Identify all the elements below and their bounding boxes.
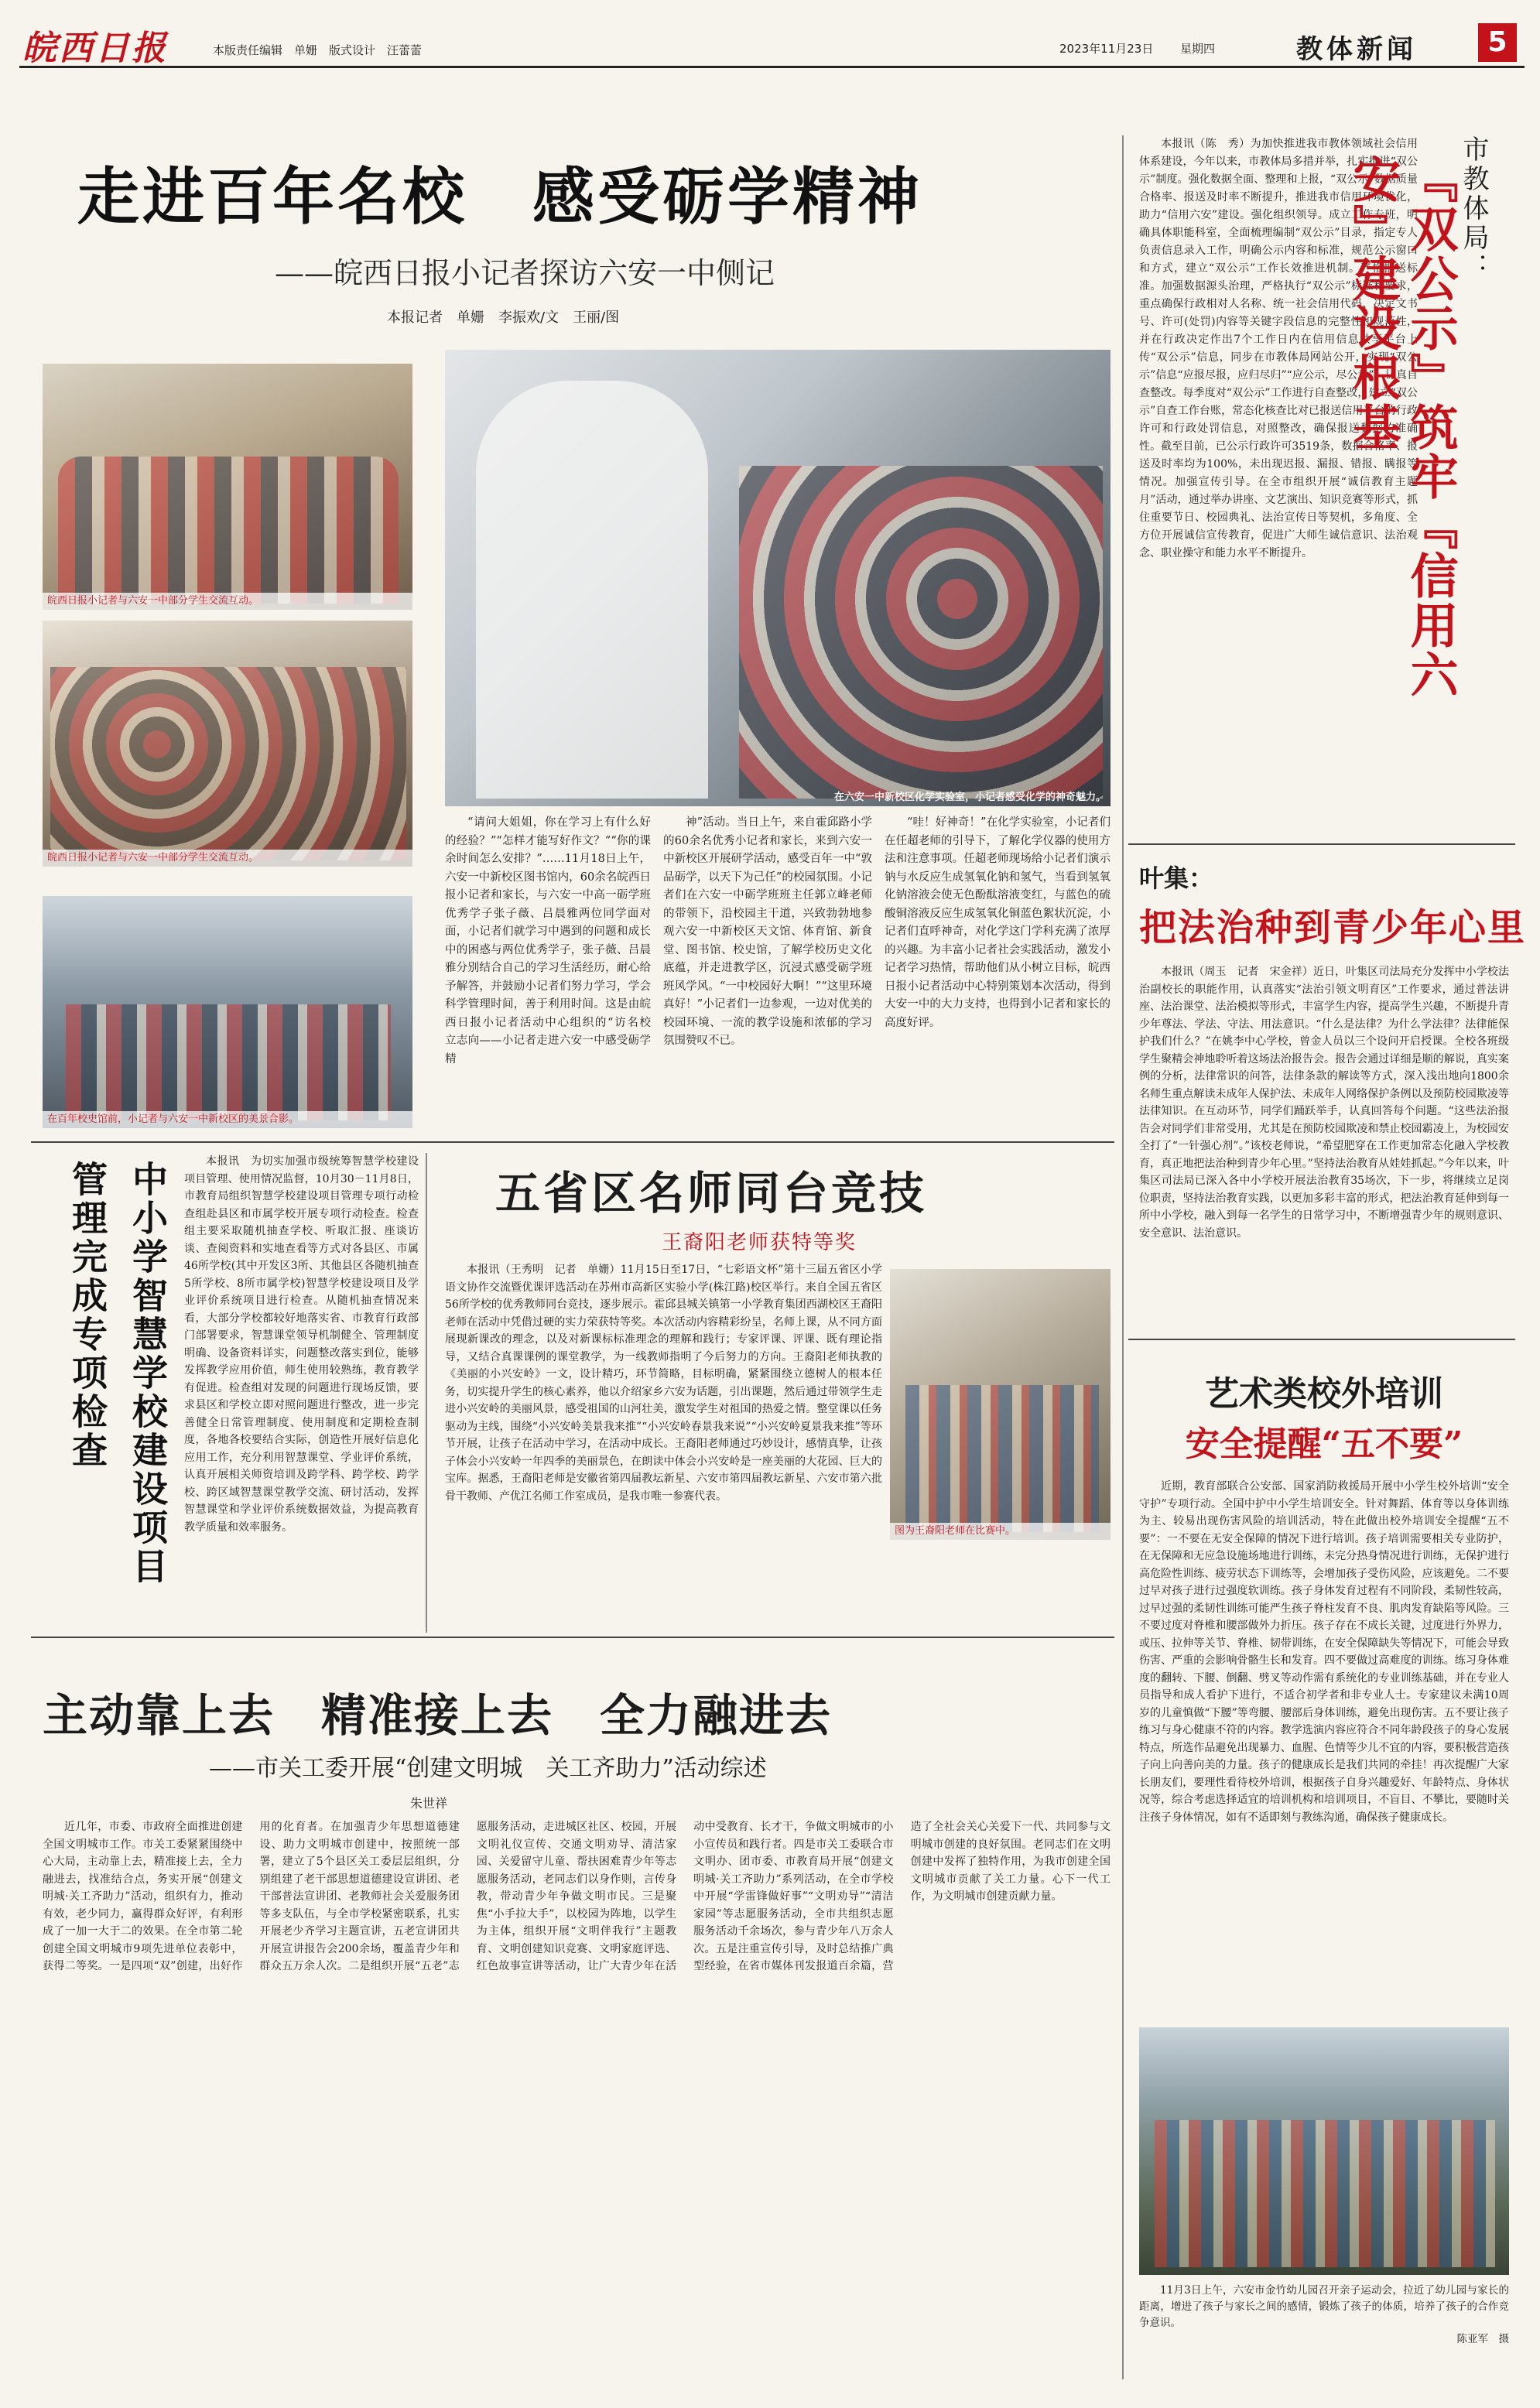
lead-column-1: “请问大姐姐，你在学习上有什么好的经验？”“怎样才能写好作文？”“你的课余时间怎么安排？”……11月18日上午，六安一中新校区图书馆内，60余名皖西日报小记者和家长，与六安一中高一砺学班优秀学子张子薇、吕晨雅两位同学面对面，小记者们就学习中遇到的问题和成长中的困惑与两位优秀学子，张子薇、吕晨雅分别结合自己的学习生活经历，耐心给予解答，并鼓励小记者们努力学习，学会科学管理时间，善于利用时间。这是由皖西日报小记者活动中心组织的“访名校 立志向——小记者走进六安一中感受砺学精 bbox=[445, 816, 662, 1065]
divider bbox=[426, 1153, 427, 1633]
divider bbox=[31, 1141, 1114, 1143]
art-headline-line2: 安全提醒“五不要” bbox=[1185, 1425, 1463, 1464]
civ-subtitle: ——市关工委开展“创建文明城 关工齐助力”活动综述 bbox=[209, 1755, 767, 1782]
photo-caption: 图为王裔阳老师在比赛中。 bbox=[890, 1523, 1111, 1540]
credit-headline: 『双公示』筑牢『信用六安』建设根基 bbox=[1345, 155, 1459, 699]
law-article-body: 本报讯（周玉 记者 宋金祥）近日，叶集区司法局充分发挥中小学校法治副校长的职能作用，认真落实“法治引领文明育区”工作要求，通过普法讲座、法治课堂、法治模拟等形式，丰富学生内容，提高学生兴趣，不断提升青少年尊法、学法、守法、用法意识。“什么是法律？为什么学法律？法律能保护我们什么？”在姚李中心学校，曾金人员以三个设问开启授课。全校各班级学生聚精会神地聆听着这场法治报告会。报告会通过详细是顺的解说，真实案例的分析，法律常识的问答，法律条款的解读等方式，深入浅出地向1800余名师生重点解读未成年人保护法、未成年人网络保护条例以及预防校园欺凌等法律知识。在互动环节，同学们踊跃举手，认真回答每个问题。“这些法治报告会对同学们非常受用，尤其是在预防校园欺凌和禁止校园霸凌上，为校园安全打了“一针强心剂”。”该校老师说，“希望肥穿在工作更加常态化融入学校教育，真正地把法治种到青少年心里。”坚持法治教育从娃娃抓起。”今年以来，叶集区司法局已深入各中小学校开展法治教育35场次，下一步，将继续立足岗位职责，坚持法治教育实践，以更加多彩丰富的形式，把法治教育延伸到每一所中小学校，融入到每一名学生的日常学习中，不断增强青少年的规则意识、安全意识、法治意识。 bbox=[1139, 966, 1509, 1240]
law-kicker: 叶集： bbox=[1139, 864, 1214, 893]
photo-history-hall bbox=[43, 896, 412, 1128]
photo-credit: 陈亚军 摄 bbox=[1456, 2333, 1509, 2345]
masthead bbox=[19, 15, 1525, 68]
lead-column-3: “哇！好神奇！”在化学实验室，小记者们在任超老师的引导下，了解化学仪器的使用方法和注意事项。任超老师现场给小记者们演示钠与水反应生成氢氧化钠和氢气，当看到氢氧化钠溶液会使无色酚酞溶液变红，与蓝色的硫酸铜溶液反应生成氢氧化铜蓝色絮状沉淀，小记者们直呼神奇，对化学这门学科充满了浓厚的兴趣。为丰富小记者社会实践活动，激发小记者学习热情，帮助他们从小树立目标，皖西日报小记者活动中心特别策划本次活动，得到大安一中的大力支持，也得到小记者和家长的高度好评。 bbox=[885, 816, 1111, 1029]
photo-caption: 在六安一中新校区化学实验室，小记者感受化学的神奇魅力。 bbox=[833, 792, 1106, 803]
check-headline: 中小学智慧学校建设项目管理完成专项检查 bbox=[67, 1161, 169, 1586]
page-editors: 本版责任编辑 单姗 版式设计 汪蕾蕾 bbox=[213, 43, 423, 57]
divider bbox=[1128, 843, 1515, 845]
issue-weekday: 星期四 bbox=[1180, 42, 1216, 56]
teachers-headline: 五省区名师同台竞技 bbox=[495, 1167, 928, 1219]
lead-column-2: 神”活动。当日上午，来自霍邱路小学的60余名优秀小记者和家长，来到六安一中新校区开展研学活动，感受百年一中“敦品砺学，以天下为己任”的校园氛围。小记者们在六安一中砺学班班主任郭立峰老师的带领下，沿校园主干道，兴致勃勃地参观六安一中新校区天文馆、体育馆、新食堂、图书馆、校史馆，了解学校历史文化底蕴，并走进教学区，沉浸式感受砺学班班风学风。“一中校园好大啊！”“这里环境真好！”小记者们一边参观，一边对优美的校园环境、一流的教学设施和浓郁的学习氛围赞叹不已。 bbox=[663, 816, 872, 1047]
teachers-subtitle: 王裔阳老师获特等奖 bbox=[662, 1231, 857, 1254]
photo-kindergarten-sports bbox=[1139, 2027, 1509, 2275]
art-headline-line1: 艺术类校外培训 bbox=[1205, 1374, 1443, 1414]
civ-byline: 朱世祥 bbox=[410, 1796, 448, 1811]
section-name: 教体新闻 bbox=[1296, 34, 1417, 65]
lead-byline: 本报记者 单姗 李振欢/文 王丽/图 bbox=[387, 310, 620, 326]
photo-students-group bbox=[43, 621, 412, 867]
divider bbox=[1122, 135, 1124, 2379]
teachers-article-body: 本报讯（王秀明 记者 单姗）11月15日至17日，“七彩语文杯”第十三届五省区小学语文协作交流暨优课评选活动在苏州市高新区实验小学(株江路)校区举行。来自全国五省区56所学校的优秀教师同台竞技，逐步展示。霍邱县城关镇第一小学教育集团西湖校区王裔阳老师在活动中凭借过硬的实力荣获特等奖。本次活动内容精彩纷呈，名师上课，从不同方面展现新课改的理念，以及对新课标标准理念的理解和践行；专家评课、评课、既有理论指导，又结合真课课例的课堂教学，为一线教师指明了今后努力的方向。王裔阳老师执教的《美丽的小兴安岭》一文，设计精巧，环节简略，目标明确，紧紧围绕立德树人的根本任务，切实提升学生的核心素养，他以介绍家乡六安为话题，引出课题，然后通过带领学生走进小兴安岭的美丽风景，感受祖国的山河壮美，激发学生对祖国的热爱之情。整堂课以任务驱动为主线，围绕“小兴安岭美景我来推”“小兴安岭春景我来说”“小兴安岭夏景我来推”等环节开展，让孩子在活动中学习，在活动中成长。王裔阳老师通过巧妙设计，感情真挚，让孩子体会小兴安岭一年四季的美丽景色，在朗读中体会小兴安岭是一座美丽的大花园、巨大的宝库。据悉，王裔阳老师是安徽省第四届教坛新星、六安市第四届教坛新星、六安市第六批骨干教师、产优江名师工作室成员，是我市唯一参赛代表。 bbox=[445, 1264, 882, 1503]
page-number-badge: 5 bbox=[1478, 23, 1517, 62]
lead-title: 走进百年名校 感受砺学精神 bbox=[77, 160, 922, 233]
credit-kicker: 市教体局： bbox=[1458, 135, 1489, 282]
photo-interview bbox=[43, 364, 412, 610]
divider bbox=[1128, 1339, 1515, 1340]
photo-chemistry-lab bbox=[445, 350, 1111, 806]
law-headline: 把法治种到青少年心里 bbox=[1139, 906, 1527, 949]
check-article-body: 本报讯 为切实加强市级统筹智慧学校建设项目管理、使用情况监督，10月30－11月8日，市教育局组织智慧学校建设项目管理专项行动检查组赴县区和市属学校开展专项行动检查。检查组主要采取随机抽查学校、听取汇报、座谈访谈、查阅资料和实地查看等方式对各县区、市属46所学校(其中开发区3所、其他县区各随机抽查5所学校、8所市属学校)智慧学校建设项目及学业评价系统项目进行检查。从随机抽查情况来看，大部分学校都较好地落实省、市教育行政部门部署要求，智慧课堂领导机制健全、管理制度明确、设备资料详实，问题整改落实到位，能够发挥教学应用价值，师生使用较熟练，教育教学有促进。检查组对发现的问题进行现场反馈，要求县区和学校立即对照问题进行整改，进一步完善健全日常管理制度、使用制度和定期检查制度，各地各校要结合实际，创造性开展好信息化应用工作，充分利用智慧课堂、学业评价系统，认真开展相关师资培训及跨学科、跨学校、跨学校、跨区域智慧课堂教学交流、研讨活动，发挥智慧课堂和学业评价系统数据效益，为提高教育教学质量和效率服务。 bbox=[184, 1155, 419, 1534]
art-article-body: 近期，教育部联合公安部、国家消防救援局开展中小学生校外培训“安全守护”专项行动。全国中护中小学生培训安全。针对舞蹈、体育等以身体训练为主、较易出现伤害风险的培训活动，特在此做出校外培训安全提醒“五不要”：一不要在无安全保障的情况下进行培训。孩子培训需要相关专业防护，在无保障和无应急设施场地进行训练，未完分热身情况进行训练，无保护进行高危险性训练、疲劳状态下训练等，会增加孩子受伤风险，应该避免。二不要过早对孩子进行过强度软训练。孩子身体发育过程有不同阶段，柔韧性较高，过早过强的柔韧性训练可能严生孩子脊柱发育不良、肌肉发育缺陷等风险。三不要过度对脊椎和腰部做外力折压。孩子存在不成长关键，过度进行外界力，或压、拉伸等关节、脊椎、韧带训练，在安全保障缺失等情况下，可能会导致伤害、严重的会影响骨骼生长和发育。四不要做过高难度的训练。练习身体难度的翻转、下腰、倒翻、劈叉等动作需有系统化的专业训练基础，并在专业人员指导和成人看护下进行，不适合初学者和非专业人士。专家建议未满10周岁的儿童慎做“下腰”等弯腰、腰部后身体训练，避免出现伤害。五不要让孩子练习与身心健康不符的内容。教学选演内容应符合不同年龄段孩子的身心发展特点，所选作品避免出现暴力、血腥、色情等少儿不宜的内容，要积极营造孩子向上向善向美的力量。孩子的健康成长是我们共同的牵挂！再次提醒广大家长朋友们，要理性看待校外培训，根据孩子自身兴趣爱好、年龄特点、身体状况等，综合考虑选择适宜的培训机构和培训项目，不盲目、不攀比，要随时关注孩子身体情况，如有不适即刻与教练沟通，确保孩子健康成长。 bbox=[1139, 1480, 1509, 1824]
lead-subtitle: ——皖西日报小记者探访六安一中侧记 bbox=[275, 256, 775, 290]
issue-date: 2023年11月23日 bbox=[1059, 42, 1154, 56]
photo-caption: 皖西日报小记者与六安一中部分学生交流互动。 bbox=[43, 850, 412, 867]
kindergarten-caption: 11月3日上午，六安市金竹幼儿园召开亲子运动会，拉近了幼儿园与家长的距离，增进了孩子与家长之间的感情，锻炼了孩子的体质，培养了孩子的合作竞争意识。 陈亚军 摄 bbox=[1139, 2283, 1509, 2376]
photo-teacher-competition bbox=[890, 1269, 1111, 1540]
civ-article-body: 近几年，市委、市政府全面推进创建全国文明城市工作。市关工委紧紧围绕中心大局，主动靠上去，精准接上去，全力融进去，找准结合点，务实开展“创建文明城·关工齐助力”活动，组织有力，推动有效，老少同力，赢得群众好评，有利形成了一加一大于二的效果。在全市第二轮创建全国文明城市9项先进单位表彰中，获得二等奖。一是四项“双”创建，出好作用的化育者。在加强青少年思想道德建设、助力文明城市创建中，按照统一部署，建立了5个县区关工委层层组织，分别组建了老干部思想道德建设宣讲团、老干部普法宣讲团、老教师社会关爱服务团等多支队伍，与全市学校紧密联系，扎实开展老少齐学习主题宣讲，五老宣讲团共开展宣讲报告会200余场，覆盖青少年和群众五万余人次。二是组织开展“五老”志愿服务活动，走进城区社区、校园，开展文明礼仪宣传、交通文明劝导、清洁家园、关爱留守儿童、帮扶困难青少年等志愿服务活动，老同志们以身作则，言传身教，带动青少年争做文明市民。三是聚焦“小手拉大手”，以校园为阵地，以学生为主体，组织开展“文明伴我行”主题教育、文明创建知识竞赛、文明家庭评选、红色故事宣讲等活动，让广大青少年在活动中受教育、长才干，争做文明城市的小小宣传员和践行者。四是市关工委联合市文明办、团市委、市教育局开展“创建文明城·关工齐助力”系列活动，在全市学校中开展“学雷锋做好事”“文明劝导”“清洁家园”等志愿服务活动，全市共组织志愿服务活动千余场次，参与青少年八万余人次。五是注重宣传引导，及时总结推广典型经验，在省市媒体刊发报道百余篇，营造了全社会关心关爱下一代、共同参与文明城市创建的良好氛围。老同志们在文明创建中发挥了独特作用，为我市创建全国文明城市贡献了关工力量。心下一代工作，为文明城市创建贡献力量。 bbox=[43, 1821, 1111, 1972]
photo-caption: 皖西日报小记者与六安一中部分学生交流互动。 bbox=[43, 593, 412, 610]
photo-caption: 在百年校史馆前，小记者与六安一中新校区的美景合影。 bbox=[43, 1111, 412, 1128]
civ-headline: 主动靠上去 精准接上去 全力融进去 bbox=[43, 1689, 833, 1742]
divider bbox=[31, 1637, 1114, 1638]
credit-article-body: 本报讯（陈 秀）为加快推进我市教体领域社会信用体系建设，今年以来，市教体局多措并举，扎实推进“双公示”制度。强化数据全面、整理和上报，“双公示”数据质量合格率、报送及时率不断提升，推进我市信用环境优化，助力“信用六安”建设。强化组织领导。成立工作专班，明确具体职能科室，全面梳理编制“双公示”目录，指定专人负责信息录入工作，明确公示内容和标准，规范公示窗口和方式，建立“双公示”工作长效推进机制。严格报送标准。加强数据源头治理，严格执行“双公示”标准和要求，重点确保行政相对人名称、统一社会信用代码、决定文书号、许可(处罚)内容等关键字段信息的完整性和规范性，并在行政决定作出7个工作日内在信用信息共享平台上传“双公示”信息，同步在市教体局网站公开，实现“双公示”信息“应报尽报，应归尽归”“应公示，尽公示”。认真自查整改。每季度对“双公示”工作进行自查整改，建立“双公示”自查工作台账，常态化核查比对已报送信用平台的行政许可和行政处罚信息，对照整改，确保报送数据的准确性。截至目前，已公示行政许可3519条，数据合格率、报送及时率均为100%，未出现迟报、漏报、错报、瞒报等情况。加强宣传引导。在全市组织开展“诚信教育主题月”活动，通过举办讲座、文艺演出、知识竞赛等形式，抓住重要节日、校园典礼、法治宣传日等契机，多角度、全方位开展诚信宣传教育，促进广大师生诚信意识、法治观念、职业操守和能力水平不断提升。 bbox=[1139, 138, 1418, 559]
newspaper-logo: 皖西日报 bbox=[22, 29, 168, 68]
